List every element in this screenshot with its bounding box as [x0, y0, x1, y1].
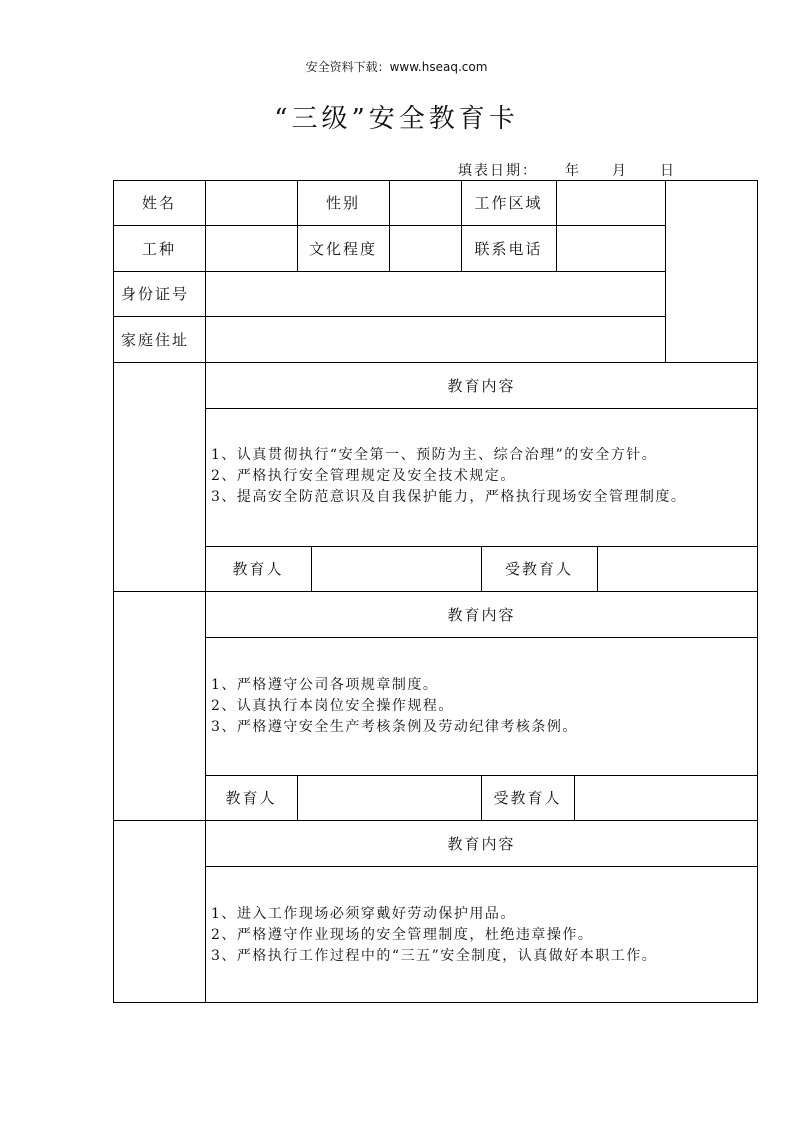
section-3-level-cell [113, 820, 205, 1003]
section-2-item-2: 2、认真执行本岗位安全操作规程。 [211, 698, 454, 714]
section-2-educator-field[interactable] [297, 775, 481, 820]
section-1-item-3: 3、提高安全防范意识及自我保护能力，严格执行现场安全管理制度。 [211, 489, 687, 505]
section-1-educatee-label: 受教育人 [504, 560, 573, 578]
phone-label: 联系电话 [474, 239, 543, 258]
section-1-item-1: 1、认真贯彻执行“安全第一、预防为主、综合治理”的安全方针。 [211, 447, 658, 463]
section-3-item-3: 3、严格执行工作过程中的“三五”安全制度，认真做好本职工作。 [211, 948, 658, 964]
fill-date-year: 年 [565, 163, 581, 179]
gender-label: 性别 [325, 194, 360, 212]
section-2-educatee-field[interactable] [574, 775, 758, 820]
section-2-item-3: 3、严格遵守安全生产考核条例及劳动纪律考核条例。 [211, 719, 578, 735]
section-2-header: 教育内容 [447, 605, 516, 624]
name-label: 姓名 [141, 194, 176, 212]
photo-box [665, 180, 758, 362]
job-type-value-field[interactable] [205, 225, 297, 271]
id-number-value-field[interactable] [205, 271, 665, 316]
address-label: 家庭住址 [121, 330, 190, 349]
page-title: “三级”安全教育卡 [274, 104, 519, 134]
section-1-educator-field[interactable] [311, 546, 481, 591]
section-2-educatee-label: 受教育人 [493, 789, 562, 807]
header-note: 安全资料下载：www.hseaq.com [305, 60, 488, 74]
section-3-content [211, 904, 657, 967]
section-2-item-1: 1、严格遵守公司各项规章制度。 [211, 677, 439, 693]
section-3-item-1: 1、进入工作现场必须穿戴好劳动保护用品。 [211, 906, 516, 922]
fill-date-label: 填表日期： [458, 163, 538, 179]
education-level-label: 文化程度 [308, 239, 377, 258]
section-3-header: 教育内容 [447, 834, 516, 853]
section-2-level-cell [113, 591, 205, 820]
section-1-header: 教育内容 [447, 376, 516, 395]
phone-value-field[interactable] [556, 225, 665, 271]
id-number-label: 身份证号 [121, 285, 190, 303]
gender-value-field[interactable] [389, 180, 461, 225]
section-1-content [211, 445, 686, 508]
section-1-educator-label: 教育人 [232, 560, 284, 578]
fill-date-month: 月 [612, 163, 628, 179]
education-level-value-field[interactable] [389, 225, 461, 271]
education-card-form [113, 180, 758, 1003]
section-1-educatee-field[interactable] [597, 546, 758, 591]
job-type-label: 工种 [141, 239, 176, 258]
section-1-item-2: 2、严格执行安全管理规定及安全技术规定。 [211, 468, 516, 484]
work-area-value-field[interactable] [556, 180, 665, 225]
section-2-content [211, 675, 578, 738]
fill-date-day: 日 [660, 163, 676, 179]
section-3-item-2: 2、严格遵守作业现场的安全管理制度，杜绝违章操作。 [211, 927, 594, 943]
name-value-field[interactable] [205, 180, 297, 225]
section-2-educator-label: 教育人 [225, 789, 277, 807]
address-value-field[interactable] [205, 316, 665, 362]
section-1-level-cell [113, 362, 205, 591]
work-area-label: 工作区域 [474, 194, 543, 212]
